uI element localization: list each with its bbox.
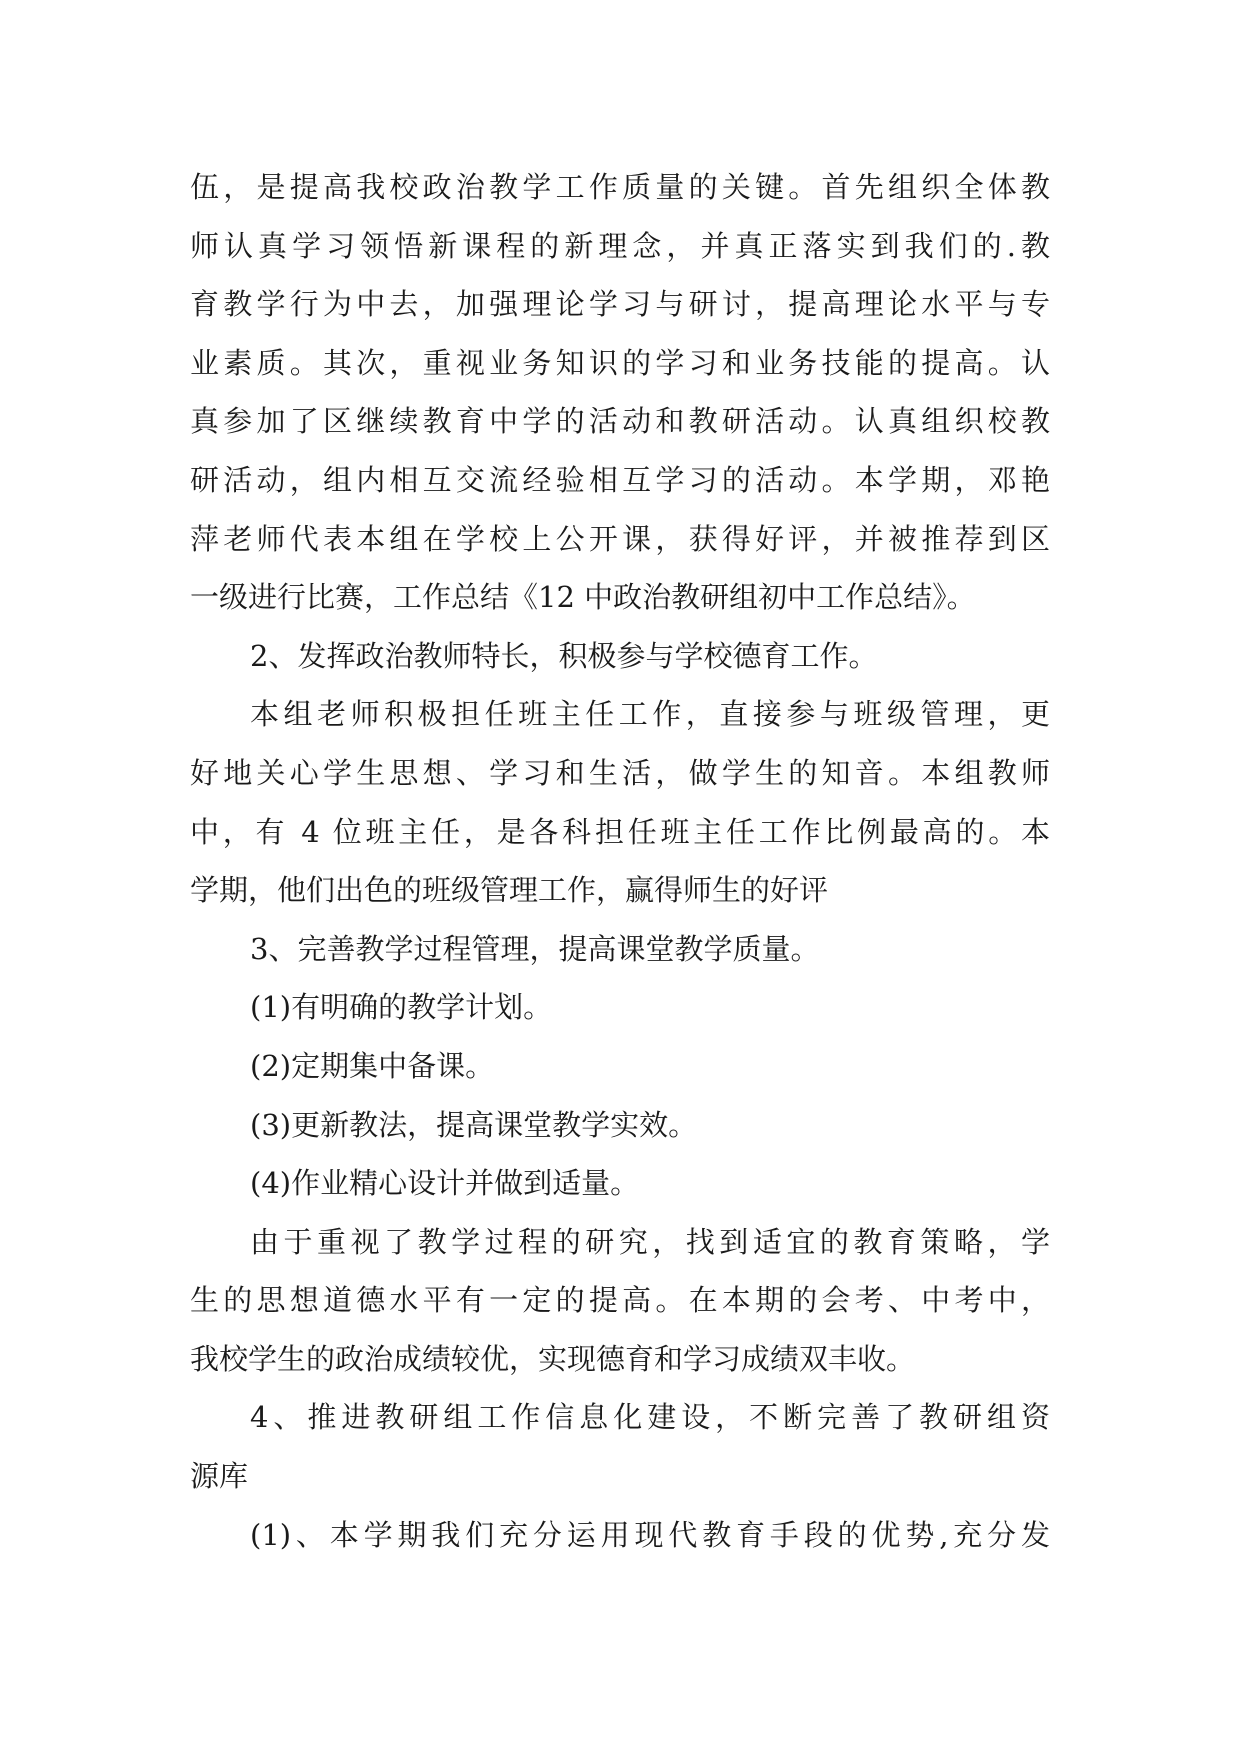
text-line-21: 我校学生的政治成绩较优，实现德育和学习成绩双丰收。: [190, 1341, 916, 1376]
text-line-10: 本组老师积极担任班主任工作，直接参与班级管理，更: [250, 697, 1050, 732]
section-heading-2: 2、发挥政治教师特长，积极参与学校德育工作。: [250, 638, 878, 673]
document-body: [190, 158, 1050, 1564]
text-line-4: 业素质。其次，重视业务知识的学习和业务技能的提高。认: [190, 345, 1050, 380]
list-item-3: (3)更新教法，提高课堂教学实效。: [250, 1107, 698, 1142]
text-line-1: 伍，是提高我校政治教学工作质量的关键。首先组织全体教: [190, 170, 1050, 204]
text-line-12: 中，有 4 位班主任，是各科担任班主任工作比例最高的。本: [190, 814, 1050, 849]
text-line-20: 生的思想道德水平有一定的提高。在本期的会考、中考中，: [190, 1283, 1050, 1318]
text-line-5: 真参加了区继续教育中学的活动和教研活动。认真组织校教: [190, 404, 1050, 439]
text-line-11: 好地关心学生思想、学习和生活，做学生的知音。本组教师: [190, 755, 1050, 790]
text-line-24: (1)、本学期我们充分运用现代教育手段的优势,充分发: [250, 1517, 1050, 1552]
list-item-1: (1)有明确的教学计划。: [250, 990, 553, 1025]
list-item-4: (4)作业精心设计并做到适量。: [250, 1166, 640, 1201]
section-heading-3: 3、完善教学过程管理，提高课堂教学质量。: [250, 931, 820, 966]
text-line-3: 育教学行为中去，加强理论学习与研讨，提高理论水平与专: [190, 287, 1050, 322]
text-line-19: 由于重视了教学过程的研究，找到适宜的教育策略，学: [250, 1224, 1050, 1259]
text-line-6: 研活动，组内相互交流经验相互学习的活动。本学期，邓艳: [190, 462, 1050, 497]
text-line-23: 源库: [190, 1459, 249, 1494]
list-item-2: (2)定期集中备课。: [250, 1048, 495, 1083]
text-line-7: 萍老师代表本组在学校上公开课，获得好评，并被推荐到区: [190, 521, 1050, 556]
section-heading-4: 4、推进教研组工作信息化建设，不断完善了教研组资: [250, 1400, 1050, 1435]
text-line-8: 一级进行比赛，工作总结《12 中政治教研组初中工作总结》。: [190, 580, 976, 615]
text-line-2: 师认真学习领悟新课程的新理念，并真正落实到我们的.教: [190, 228, 1050, 263]
text-line-13: 学期，他们出色的班级管理工作，赢得师生的好评: [190, 873, 829, 908]
